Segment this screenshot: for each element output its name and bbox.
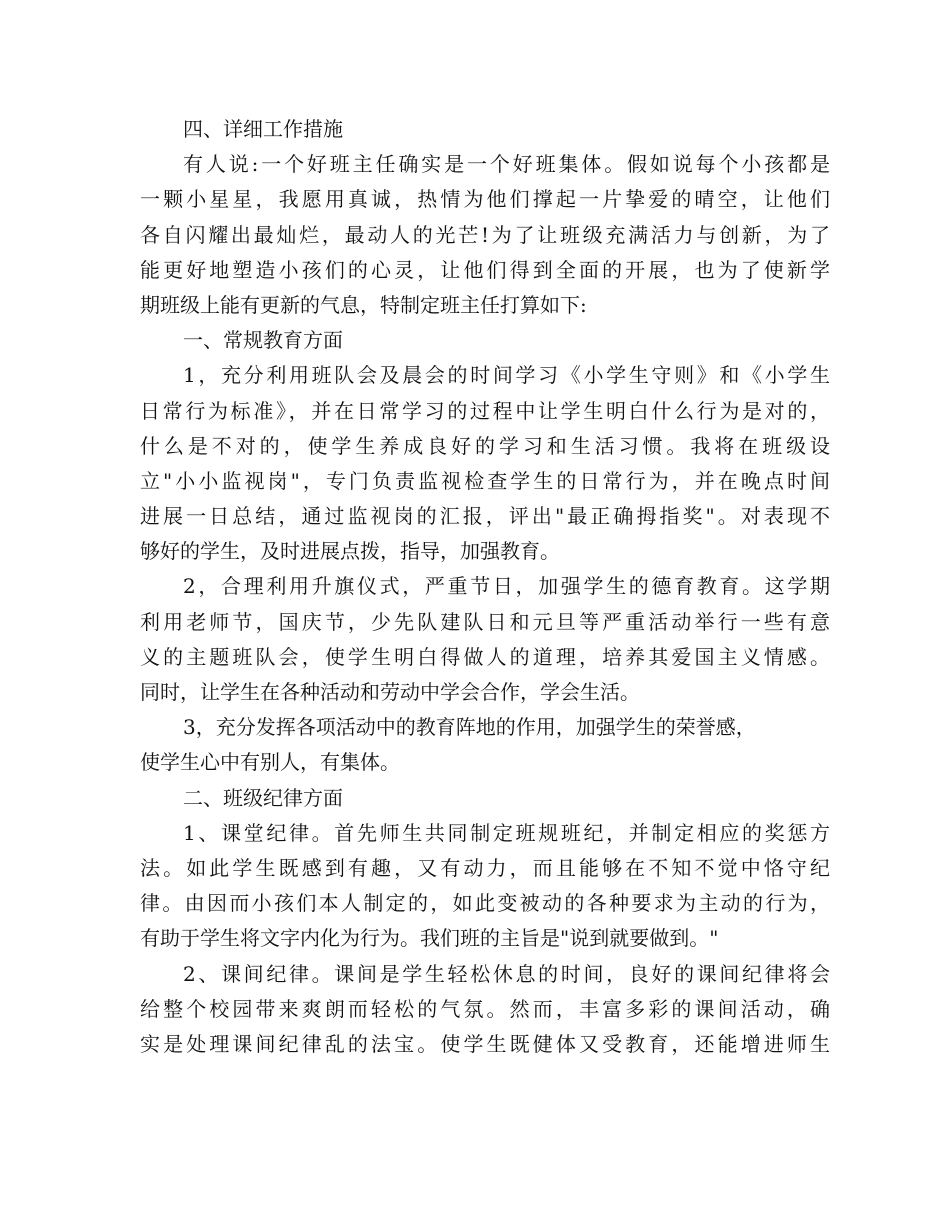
document-body <box>140 112 830 1062</box>
paragraph-line: 有助于学生将文字内化为行为。我们班的主旨是"说到就要做到。" <box>140 926 719 951</box>
paragraph-line: 什么是不对的，使学生养成良好的学习和生活习惯。我将在班级设 <box>140 433 830 458</box>
paragraph-line: 日常行为标准》，并在日常学习的过程中让学生明白什么行为是对的， <box>140 398 830 423</box>
paragraph-line: 实是处理课间纪律乱的法宝。使学生既健体又受教育，还能增进师生 <box>140 1031 830 1056</box>
section-heading: 一、常规教育方面 <box>183 328 343 353</box>
section-heading: 二、班级纪律方面 <box>183 785 343 810</box>
paragraph-line: 进展一日总结，通过监视岗的汇报，评出"最正确拇指奖"。对表现不 <box>140 504 830 529</box>
paragraph-line: 利用老师节，国庆节，少先队建队日和元旦等严重活动举行一些有意 <box>140 609 830 634</box>
paragraph-line: 立"小小监视岗"，专门负责监视检查学生的日常行为，并在晚点时间 <box>140 468 830 493</box>
paragraph-line: 各自闪耀出最灿烂，最动人的光芒!为了让班级充满活力与创新，为了 <box>140 222 830 247</box>
paragraph-line: 律。由因而小孩们本人制定的，如此变被动的各种要求为主动的行为， <box>140 891 830 916</box>
paragraph-line: 2，合理利用升旗仪式，严重节日，加强学生的德育教育。这学期 <box>183 574 830 599</box>
paragraph-line: 一颗小星星，我愿用真诚，热情为他们撑起一片挚爱的晴空，让他们 <box>140 187 830 212</box>
paragraph-line: 同时，让学生在各种活动和劳动中学会合作，学会生活。 <box>140 680 640 704</box>
paragraph-line: 1，充分利用班队会及晨会的时间学习《小学生守则》和《小学生 <box>183 363 830 388</box>
paragraph-line: 2、课间纪律。课间是学生轻松休息的时间，良好的课间纪律将会 <box>183 961 830 986</box>
paragraph-line: 给整个校园带来爽朗而轻松的气氛。然而，丰富多彩的课间活动，确 <box>140 996 830 1021</box>
section-heading: 四、详细工作措施 <box>183 117 343 141</box>
paragraph-line: 能更好地塑造小孩们的心灵，让他们得到全面的开展，也为了使新学 <box>140 257 830 282</box>
paragraph-line: 1、课堂纪律。首先师生共同制定班规班纪，并制定相应的奖惩方 <box>183 820 830 845</box>
paragraph-line: 有人说:一个好班主任确实是一个好班集体。假如说每个小孩都是 <box>183 152 830 177</box>
paragraph-line: 法。如此学生既感到有趣，又有动力，而且能够在不知不觉中恪守纪 <box>140 855 830 880</box>
paragraph-line: 使学生心中有别人，有集体。 <box>140 750 400 775</box>
paragraph-line: 期班级上能有更新的气息，特制定班主任打算如下: <box>140 292 587 317</box>
paragraph-line: 3，充分发挥各项活动中的教育阵地的作用，加强学生的荣誉感， <box>183 715 756 740</box>
paragraph-line: 够好的学生，及时进展点拨，指导，加强教育。 <box>140 539 560 564</box>
paragraph-line: 义的主题班队会，使学生明白得做人的道理，培养其爱国主义情感。 <box>140 644 830 669</box>
